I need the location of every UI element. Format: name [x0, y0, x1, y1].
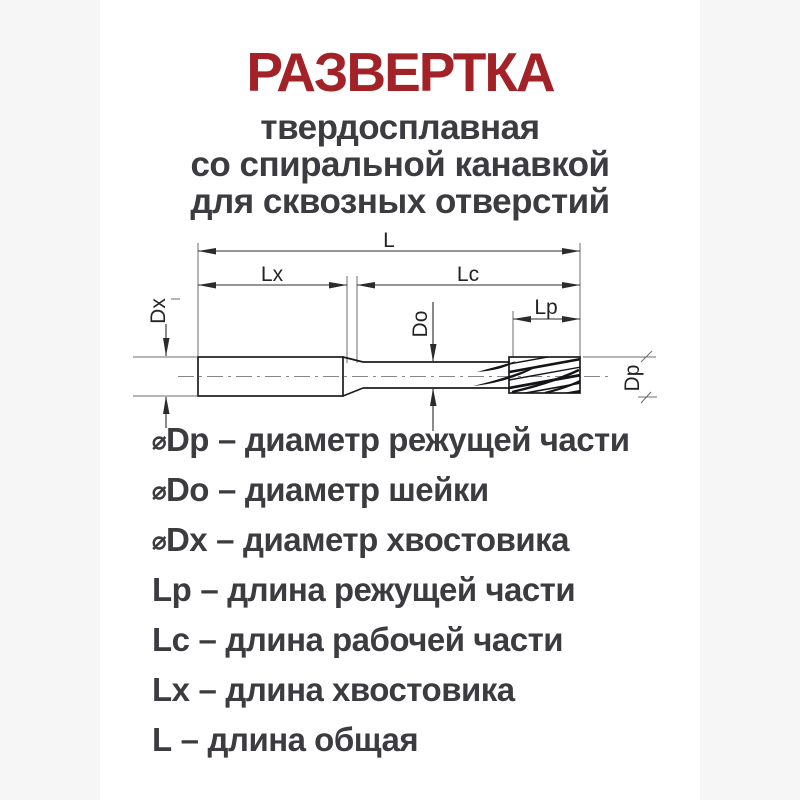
- legend-dash: –: [198, 671, 217, 708]
- spiral-flutes: [473, 342, 592, 414]
- dim-label-total-length: L: [383, 230, 395, 252]
- reamer-technical-drawing: [100, 230, 700, 435]
- legend-symbol: Do: [165, 471, 209, 508]
- dimension-lines: [166, 251, 580, 431]
- dim-label-working-length: Lc: [456, 263, 480, 286]
- product-subtitle: [100, 109, 700, 220]
- legend-dash: –: [180, 721, 199, 758]
- legend-dash: –: [216, 521, 234, 558]
- extension-lines: [133, 243, 657, 403]
- legend-description: длина режущей части: [227, 571, 576, 608]
- legend-symbol: Lc: [152, 621, 190, 658]
- legend-item-do: [152, 465, 692, 515]
- legend-dash: –: [198, 621, 217, 658]
- legend-description: длина общая: [207, 721, 419, 758]
- diameter-symbol: ⌀: [152, 528, 166, 555]
- legend-dash: –: [217, 471, 236, 508]
- subtitle-line-3: для сквозных отверстий: [190, 182, 610, 221]
- legend-item-lx: [152, 665, 692, 715]
- legend-item-dx: [152, 515, 692, 565]
- dim-label-shank-diameter: Dx: [147, 298, 170, 324]
- dim-label-cutting-diameter: Dp: [621, 364, 644, 392]
- product-title: РАЗВЕРТКА: [246, 41, 554, 103]
- dim-label-cutting-length: Lp: [534, 296, 558, 319]
- legend-description: диаметр шейки: [244, 471, 489, 508]
- legend-dash: –: [217, 421, 236, 458]
- dim-label-shank-length: Lx: [260, 263, 284, 286]
- legend-description: диаметр хвостовика: [243, 521, 570, 558]
- subtitle-line-1: твердосплавная: [260, 108, 540, 147]
- legend-description: длина хвостовика: [225, 671, 515, 708]
- legend-symbol: Dp: [165, 421, 209, 458]
- legend-list: [152, 415, 692, 765]
- diameter-symbol: ⌀: [152, 478, 166, 505]
- legend-description: диаметр режущей части: [244, 421, 630, 458]
- legend-symbol: Lp: [152, 571, 192, 608]
- legend-item-dp: [152, 415, 692, 465]
- legend-dash: –: [200, 571, 219, 608]
- legend-symbol: Lx: [152, 671, 190, 708]
- content-card: [100, 0, 700, 800]
- legend-item-lc: [152, 615, 692, 665]
- subtitle-line-2: со спиральной канавкой: [190, 145, 610, 184]
- legend-item-lp: [152, 565, 692, 615]
- legend-symbol: L: [152, 721, 172, 758]
- legend-description: длина рабочей части: [225, 621, 564, 658]
- diameter-symbol: ⌀: [152, 428, 166, 455]
- dim-label-neck-diameter: Do: [409, 310, 432, 338]
- dimension-arrows: [163, 248, 580, 414]
- legend-symbol: Dx: [165, 521, 208, 558]
- legend-item-l: [152, 715, 692, 765]
